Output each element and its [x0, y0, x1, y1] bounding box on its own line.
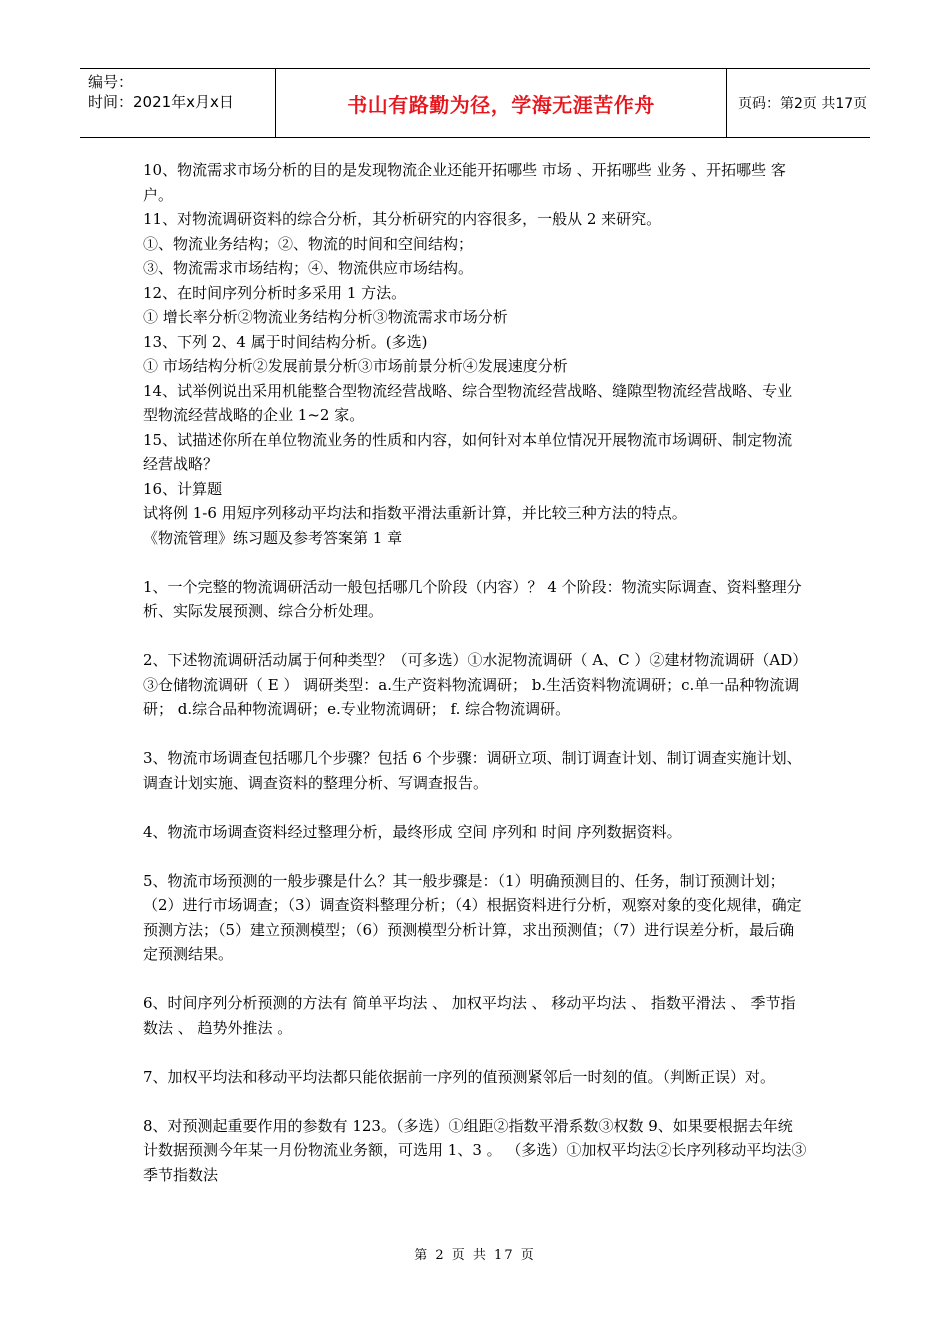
paragraph-q15: 15、试描述你所在单位物流业务的性质和内容，如何针对本单位情况开展物流市场调研、制定物流经营战略？	[143, 430, 793, 473]
paragraph-q14: 14、试举例说出采用机能整合型物流经营战略、综合型物流经营战略、缝隙型物流经营战略、专业型物流经营战略的企业 1~2 家。	[143, 381, 793, 424]
page-header	[80, 68, 870, 138]
header-page-number: 页码：第2页 共17页	[738, 96, 868, 112]
answer-6: 6、时间序列分析预测的方法有 简单平均法 、 加权平均法 、 移动平均法 、 指数平滑法 、 季节指数法 、 趋势外推法 。	[143, 994, 796, 1037]
document-number-label: 编号：	[88, 73, 134, 91]
paragraph-q13: 13、下列 2、4 属于时间结构分析。(多选)	[143, 332, 428, 351]
paragraph-q16: 16、计算题	[143, 479, 223, 498]
answer-4: 4、物流市场调查资料经过整理分析，最终形成 空间 序列和 时间 序列数据资料。	[143, 822, 682, 841]
paragraph-q11: 11、对物流调研资料的综合分析，其分析研究的内容很多，一般从 2 来研究。	[143, 210, 662, 228]
document-body	[143, 158, 807, 1187]
header-meta	[80, 69, 275, 137]
answer-7: 7、加权平均法和移动平均法都只能依据前一序列的值预测紧邻后一时刻的值。（判断正误）对。	[143, 1067, 776, 1086]
answer-8-9: 8、对预测起重要作用的参数有 123。（多选）①组距②指数平滑系数③权数 9、如果要根据去年统计数据预测今年某一月份物流业务额，可选用 1、3 。 （多选）①加权平均法②长序列移动平均法③ 季节指数法	[143, 1116, 807, 1184]
paragraph-q11-options-a: ①、物流业务结构；②、物流的时间和空间结构；	[143, 234, 474, 253]
page-footer: 第 2 页 共 17 页	[414, 1248, 536, 1263]
paragraph-q12-options: ① 增长率分析②物流业务结构分析③物流需求市场分析	[143, 308, 508, 326]
paragraph-q16-task: 试将例 1-6 用短序列移动平均法和指数平滑法重新计算，并比较三种方法的特点。	[143, 504, 687, 522]
answer-5: 5、物流市场预测的一般步骤是什么？其一般步骤是：（1）明确预测目的、任务，制订预测计划；（2）进行市场调查；（3）调查资料整理分析；（4）根据资料进行分析，观察对象的变化规律，确定预测方法；（5）建立预测模型；（6）预测模型分析计算，求出预测值；（7）进行误差分析，最后确定预测结果。	[143, 871, 802, 963]
paragraph-q10: 10、物流需求市场分析的目的是发现物流企业还能开拓哪些 市场 、开拓哪些 业务 、开拓哪些 客户。	[143, 161, 786, 204]
answer-1: 1、一个完整的物流调研活动一般包括哪几个阶段（内容）？ 4 个阶段：物流实际调查、资料整理分析、实际发展预测、综合分析处理。	[143, 577, 802, 620]
section-title: 《物流管理》练习题及参考答案第 1 章	[143, 528, 403, 547]
answer-3: 3、物流市场调查包括哪几个步骤？包括 6 个步骤：调研立项、制订调查计划、制订调查实施计划、调查计划实施、调查资料的整理分析、写调查报告。	[143, 749, 802, 792]
paragraph-q13-options: ① 市场结构分析②发展前景分析③市场前景分析④发展速度分析	[143, 357, 568, 375]
document-time-label: 时间：2021年x月x日	[88, 93, 234, 111]
answer-2: 2、下述物流调研活动属于何种类型？（可多选）①水泥物流调研（ A、C ）②建材物流调研（AD）③仓储物流调研（ E ） 调研类型：a.生产资料物流调研； b.生活资料物流调研；c.单一品种物流调研； d.综合品种物流调研；e.专业物流调研； f. 综合物流调研。	[143, 651, 800, 718]
paragraph-q11-options-b: ③、物流需求市场结构；④、物流供应市场结构。	[143, 259, 474, 277]
paragraph-q12: 12、在时间序列分析时多采用 1 方法。	[143, 283, 407, 302]
header-motto: 书山有路勤为径，学海无涯苦作舟	[275, 69, 727, 137]
